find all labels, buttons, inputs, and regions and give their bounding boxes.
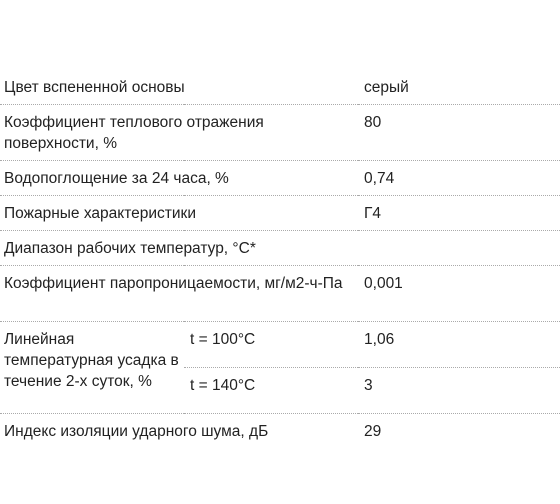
row-label: Водопоглощение за 24 часа, % xyxy=(0,161,358,196)
row-label: Индекс изоляции ударного шума, дБ xyxy=(0,414,358,449)
table-row xyxy=(0,161,560,196)
table-row xyxy=(0,105,560,161)
shrinkage-label: Линейная температурная усадка в течение 2-х суток, % xyxy=(0,322,184,414)
shrinkage-condition: t = 140°C xyxy=(184,368,358,414)
table-row xyxy=(0,414,560,449)
table-row xyxy=(0,231,560,266)
table-row xyxy=(0,70,560,105)
shrinkage-value: 3 xyxy=(358,368,560,414)
row-value: серый xyxy=(364,79,409,96)
table-row xyxy=(0,196,560,231)
row-label: Пожарные характеристики xyxy=(0,196,358,231)
row-value: 0,001 xyxy=(358,266,560,322)
table-row xyxy=(0,266,560,322)
row-value: Г4 xyxy=(358,196,560,231)
row-label: Коэффициент паропроницаемости, мг/м2-ч-Па xyxy=(0,266,358,322)
row-value xyxy=(358,231,560,266)
shrinkage-value: 1,06 xyxy=(358,322,560,368)
table-row xyxy=(0,322,560,368)
row-value: 0,74 xyxy=(358,161,560,196)
row-value: 80 xyxy=(358,105,560,161)
shrinkage-condition: t = 100°C xyxy=(184,322,358,368)
row-label: Цвет вспененной основы xyxy=(4,79,185,96)
row-label: Диапазон рабочих температур, °С* xyxy=(0,231,358,266)
row-value: 29 xyxy=(358,414,560,449)
spec-table xyxy=(0,70,560,448)
row-label: Коэффициент теплового отражения поверхности, % xyxy=(0,105,358,161)
